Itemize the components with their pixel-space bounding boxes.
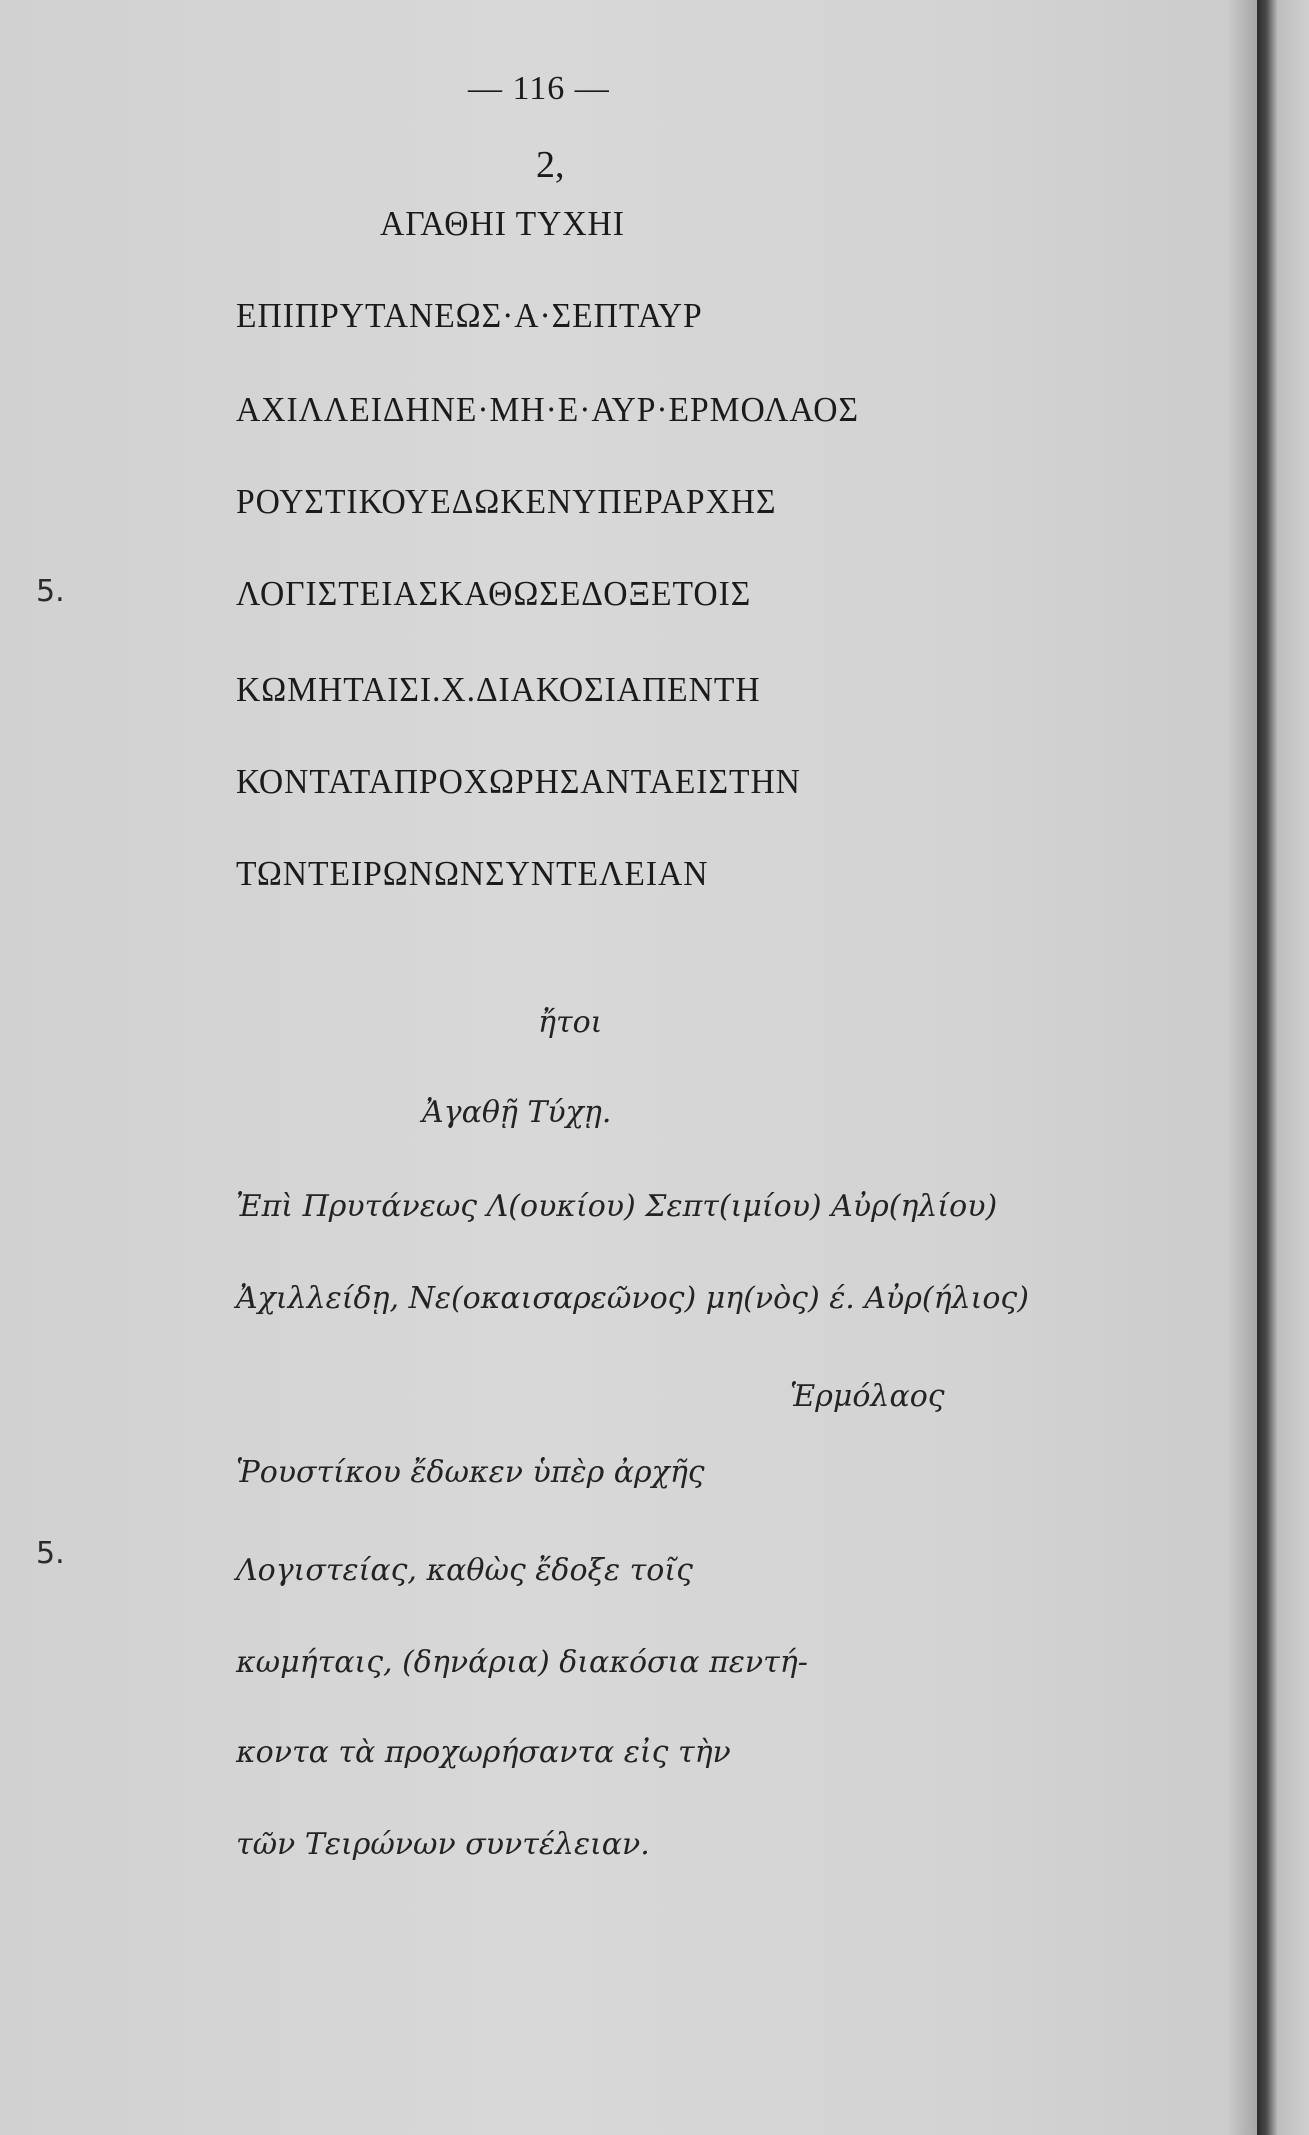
uncial-line-7: ΚΟΝΤΑΤΑΠΡΟΧΩΡΗΣΑΝΤΑΕΙΣΤΗΝ xyxy=(236,762,801,801)
inscription-number: 2, xyxy=(536,144,565,186)
page-number: — 116 — xyxy=(468,70,610,107)
transcription-line-6: κωμήταις, (δηνάρια) διακόσια πεντή- xyxy=(236,1645,808,1680)
separator-word: ἤτοι xyxy=(538,1005,603,1040)
uncial-line-8: ΤΩΝΤΕΙΡΩΝΩΝΣΥΝΤΕΛΕΙΑΝ xyxy=(236,854,709,893)
transcription-line-8: τῶν Τειρώνων συντέλειαν. xyxy=(236,1827,650,1862)
transcription-line-5: Λογιστείας, καθὼς ἔδοξε τοῖς xyxy=(236,1553,693,1588)
uncial-line-5: ΛΟΓΙΣΤΕΙΑΣΚΑΘΩΣΕΔΟΞΕΤΟΙΣ xyxy=(236,574,752,613)
transcription-line-1: Ἀγαθῇ Τύχῃ. xyxy=(422,1095,612,1130)
transcription-line-4: Ῥουστίκου ἔδωκεν ὑπὲρ ἀρχῆς xyxy=(236,1455,705,1490)
uncial-line-6: ΚΩΜΗΤΑΙΣΙ.Χ.ΔΙΑΚΟΣΙΑΠΕΝΤΗ xyxy=(236,670,761,709)
uncial-line-marker: 5. xyxy=(36,574,65,609)
uncial-line-1: ΑΓΑΘΗΙ ΤΥΧΗΙ xyxy=(380,204,625,243)
uncial-line-3: ΑΧΙΛΛΕΙΔΗΝΕ·ΜΗ·Ε·ΑΥΡ·ΕΡΜΟΛΑΟΣ xyxy=(236,390,860,429)
transcription-line-marker: 5. xyxy=(36,1536,65,1571)
page-edge xyxy=(1257,0,1309,2135)
transcription-line-2: Ἐπὶ Πρυτάνεως Λ(ουκίου) Σεπτ(ιμίου) Αὐρ(ηλίου) xyxy=(236,1189,998,1224)
transcription-line-3b: Ἑρμόλαος xyxy=(790,1379,945,1414)
uncial-line-4: ΡΟΥΣΤΙΚΟΥΕΔΩΚΕΝΥΠΕΡΑΡΧΗΣ xyxy=(236,482,777,521)
transcription-line-7: κοντα τὰ προχωρήσαντα εἰς τὴν xyxy=(236,1735,731,1770)
uncial-line-2: ΕΠΙΠΡΥΤΑΝΕΩΣ·Α·ΣΕΠΤΑΥΡ xyxy=(236,296,703,335)
transcription-line-3: Ἀχιλλείδῃ, Νε(οκαισαρεῶνος) μη(νὸς) έ. Αὐρ(ήλιος) xyxy=(236,1281,1029,1316)
binding-shadow xyxy=(1227,0,1257,2135)
